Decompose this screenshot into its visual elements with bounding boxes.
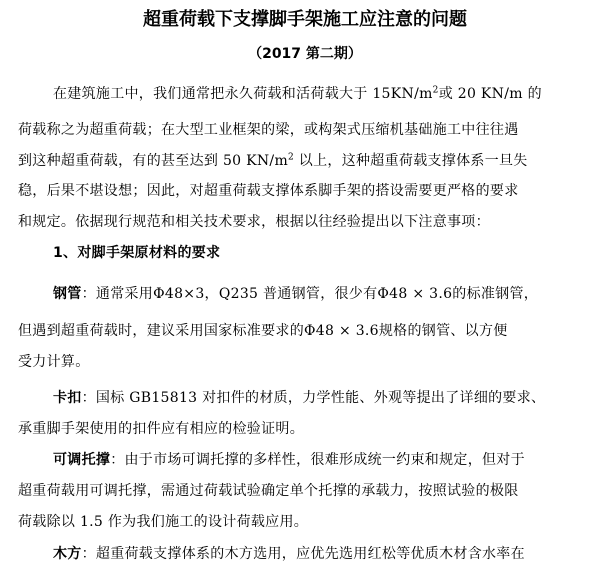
- adjustable-support-term: 可调托撑: [53, 452, 111, 468]
- adjustable-support-line-2: 超重荷载用可调托撑，需通过荷载试验确定单个托撑的承载力，按照试验的极限: [18, 483, 519, 499]
- coupler-line-2: 承重脚手架使用的扣件应有相应的检验证明。: [18, 421, 304, 437]
- adjustable-support-line-1: [53, 449, 525, 471]
- timber-line-1: [53, 543, 525, 565]
- document-subtitle: （2017 第二期）: [248, 46, 362, 62]
- coupler-text-1: ：国标 GB15813 对扣件的材质，力学性能、外观等提出了详细的要求、: [81, 390, 546, 406]
- intro-line-4: 稳，后果不堪设想；因此，对超重荷载支撑体系脚手架的搭设需要更严格的要求: [18, 183, 519, 199]
- steel-pipe-line-2: 但遇到超重荷载时，建议采用国家标准要求的Φ48 × 3.6规格的钢管、以方便: [18, 323, 508, 339]
- timber-term: 木方: [53, 546, 82, 562]
- adjustable-support-text-1: ：由于市场可调托撑的多样性，很难形成统一约束和规定，但对于: [110, 452, 525, 468]
- intro-line-3-text-a: 到这种超重荷载，有的甚至达到 50 KN/m: [18, 153, 289, 169]
- document-title: 超重荷载下支撑脚手架施工应注意的问题: [143, 9, 467, 30]
- intro-line-1-text-a: 在建筑施工中，我们通常把永久荷载和活荷载大于 15KN/m: [53, 86, 433, 102]
- steel-pipe-text-1: ：通常采用Φ48×3，Q235 普通钢管，很少有Φ48 × 3.6的标准钢管，: [81, 286, 539, 302]
- section-heading-1: 1、对脚手架原材料的要求: [53, 245, 221, 261]
- intro-line-3-text-b: 以上，这种超重荷载支撑体系一旦失: [294, 153, 528, 169]
- steel-pipe-line-3: 受力计算。: [18, 354, 90, 370]
- intro-line-1-text-b: 或 20 KN/m 的: [438, 86, 542, 102]
- superscript-2: 2: [432, 85, 439, 96]
- superscript-2-b: 2: [288, 152, 295, 163]
- coupler-line-1: [53, 387, 545, 409]
- coupler-term: 卡扣: [53, 390, 82, 406]
- steel-pipe-line-1: [53, 283, 538, 305]
- intro-line-3: [18, 150, 528, 172]
- timber-text-1: ：超重荷载支撑体系的木方选用，应优先选用红松等优质木材含水率在: [81, 546, 525, 562]
- steel-pipe-term: 钢管: [53, 286, 82, 302]
- adjustable-support-line-3: 荷载除以 1.5 作为我们施工的设计荷载应用。: [18, 514, 309, 530]
- intro-line-2: 荷载称之为超重荷载；在大型工业框架的梁，或构架式压缩机基础施工中往往遇: [18, 122, 519, 138]
- intro-line-5: 和规定。依据现行规范和相关技术要求，根据以往经验提出以下注意事项：: [18, 214, 490, 230]
- intro-line-1: [53, 83, 542, 105]
